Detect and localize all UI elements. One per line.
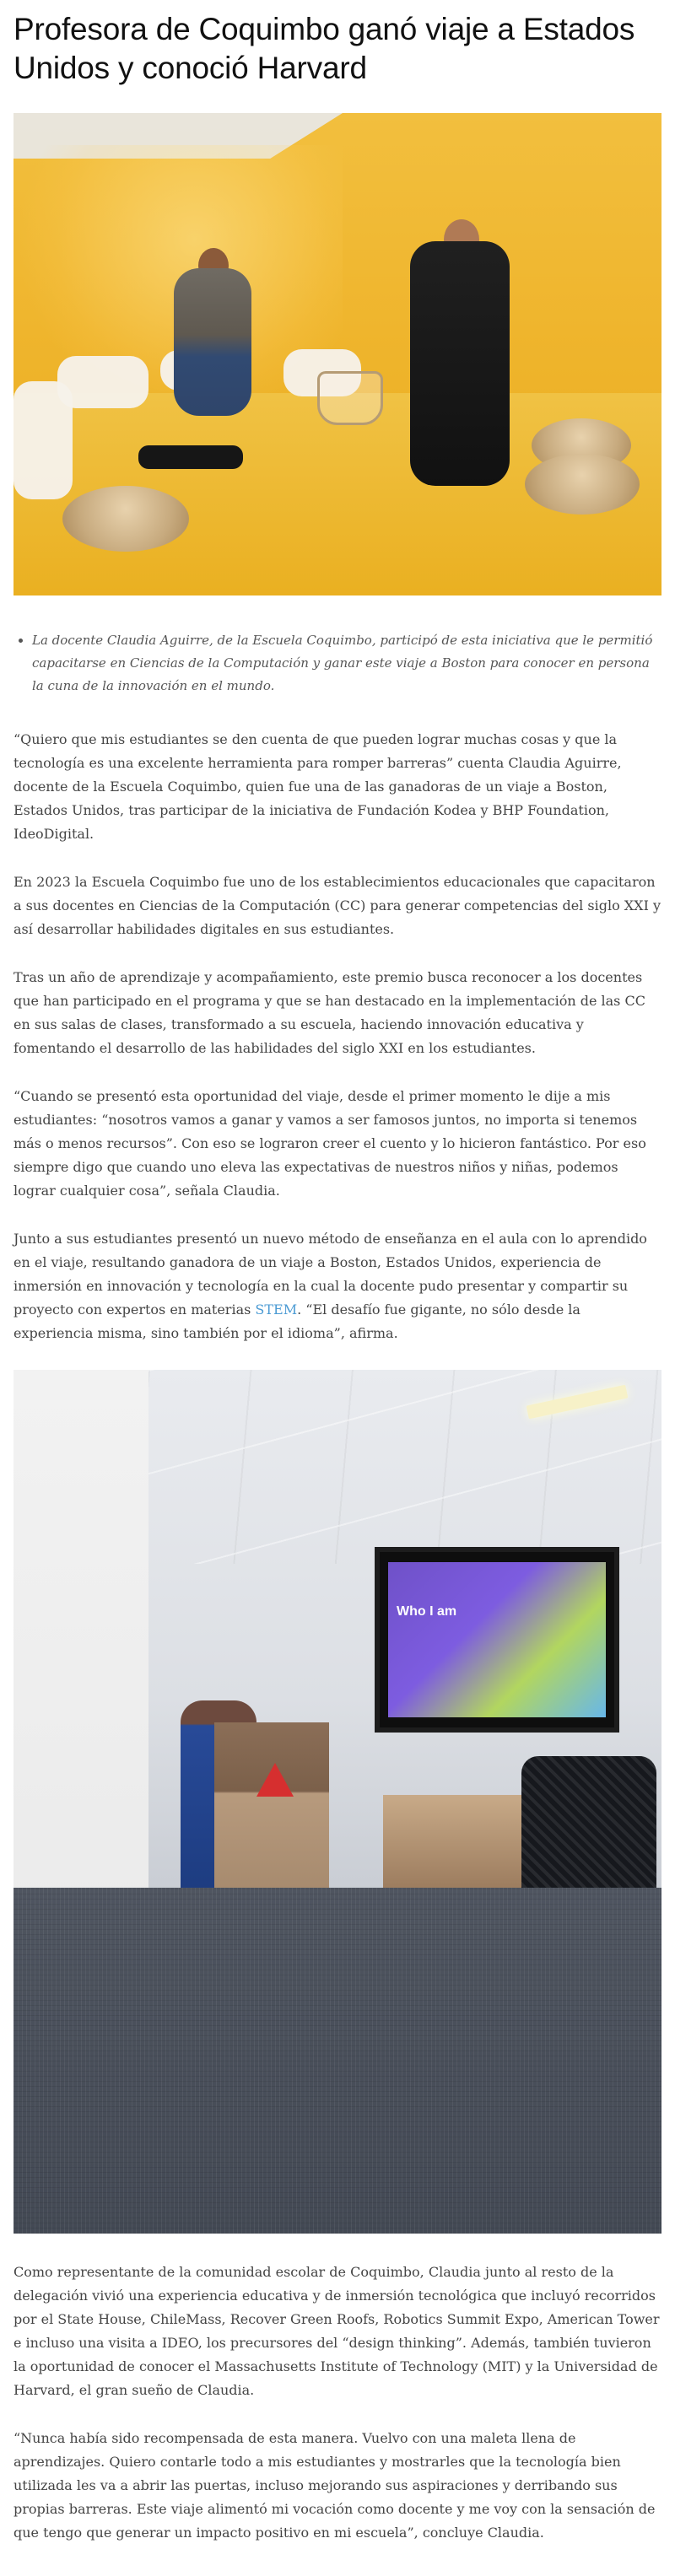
stem-link[interactable]: STEM	[255, 1301, 298, 1318]
podium-logo-icon	[256, 1763, 294, 1797]
hero-person-right	[410, 241, 510, 486]
hero-ottoman	[525, 454, 640, 515]
article-paragraph-5-text-before-link: Junto a sus estudiantes presentó un nuevo método de enseñanza en el aula con lo aprendido en el viaje, resultando ganadora de un viaje a Boston, Estados Unidos, experiencia de inmersión en innovación y tecnología en la cual la docente pudo presentar y compartir su proyecto con expertos en materias	[14, 1231, 647, 1318]
presentation-desk	[383, 1795, 535, 1888]
presentation-slide-title: Who I am	[397, 1604, 457, 1619]
article-paragraph-1: “Quiero que mis estudiantes se den cuenta de que pueden lograr muchas cosas y que la tecnología es una excelente herramienta para romper barreras” cuenta Claudia Aguirre, docente de la Escuela Coquimbo, quien fue una de las ganadoras de un viaje a Boston, Estados Unidos, tras participar de la iniciativa de Fundación Kodea y BHP Foundation, IdeoDigital.	[14, 731, 622, 842]
presentation-screen	[375, 1547, 619, 1733]
article-paragraph-5	[14, 1227, 662, 1345]
hero-bag	[138, 445, 243, 469]
hero-basket	[317, 371, 383, 425]
article-paragraph-2: En 2023 la Escuela Coquimbo fue uno de los establecimientos educacionales que capacitaron a sus docentes en Ciencias de la Computación (CC) para generar competencias del siglo XXI y así desarrollar habilidades digitales en sus estudiantes.	[14, 874, 662, 937]
hero-ottoman	[62, 486, 189, 552]
article-paragraph-4: “Cuando se presentó esta oportunidad del viaje, desde el primer momento le dije a mis estudiantes: “nosotros vamos a ganar y vamos a ser famosos juntos, no importa si tenemos más o menos recursos”. Con eso se lograron creer el cuento y lo hicieron fantástico. Por eso siempre digo que cuando uno eleva las expectativas de nuestros niños y niñas, podemos lograr cualquier cosa”, señala Claudia.	[14, 1088, 646, 1199]
presentation-slide	[388, 1562, 606, 1717]
hero-photo	[14, 113, 662, 595]
photo-caption: • La docente Claudia Aguirre, de la Escuela Coquimbo, participó de esta iniciativa que le permitió capacitarse en Ciencias de la Computación y ganar este viaje a Boston para conocer en persona la cuna de la innovación en el mundo.	[32, 629, 662, 698]
presentation-floor	[14, 1888, 662, 2234]
article-end-spacing	[14, 2569, 662, 2576]
article	[14, 0, 662, 2576]
article-paragraph-3: Tras un año de aprendizaje y acompañamiento, este premio busca reconocer a los docentes que han participado en el programa y que se han destacado en la implementación de las CC en sus salas de clases, transformado a su escuela, haciendo innovación educativa y fomentando el desarrollo de las habilidades del siglo XXI en los estudiantes.	[14, 969, 645, 1056]
photo-caption-list	[14, 629, 662, 698]
article-paragraph-6: Como representante de la comunidad escolar de Coquimbo, Claudia junto al resto de la delegación vivió una experiencia educativa y de inmersión tecnológica que incluyó recorridos por el State House, ChileMass, Recover Green Roofs, Robotics Summit Expo, American Tower e incluso una visita a IDEO, los precursores del “design thinking”. Además, también tuvieron la oportunidad de conocer el Massachusetts Institute of Technology (MIT) y la Universidad de Harvard, el gran sueño de Claudia.	[14, 2264, 660, 2398]
article-paragraph-5-text-after-link: . “El desafío fue gigante, no sólo desde la experiencia misma, sino también por el idioma”, afirma.	[14, 1301, 580, 1341]
article-paragraph-7: “Nunca había sido recompensada de esta manera. Vuelvo con una maleta llena de aprendizajes. Quiero contarle todo a mis estudiantes y mostrarles que la tecnología bien utilizada les va a abrir las puertas, incluso mejorando sus aspiraciones y derribando sus propias barreras. Este viaje alimentó mi vocación como docente y me voy con la sensación de que tengo que generar un impacto positivo en mi escuela”, concluye Claudia.	[14, 2430, 656, 2541]
article-title: Profesora de Coquimbo ganó viaje a Estados Unidos y conoció Harvard	[14, 12, 635, 85]
hero-person-left	[174, 268, 251, 416]
hero-pillow	[57, 356, 148, 408]
presentation-photo	[14, 1370, 662, 2234]
